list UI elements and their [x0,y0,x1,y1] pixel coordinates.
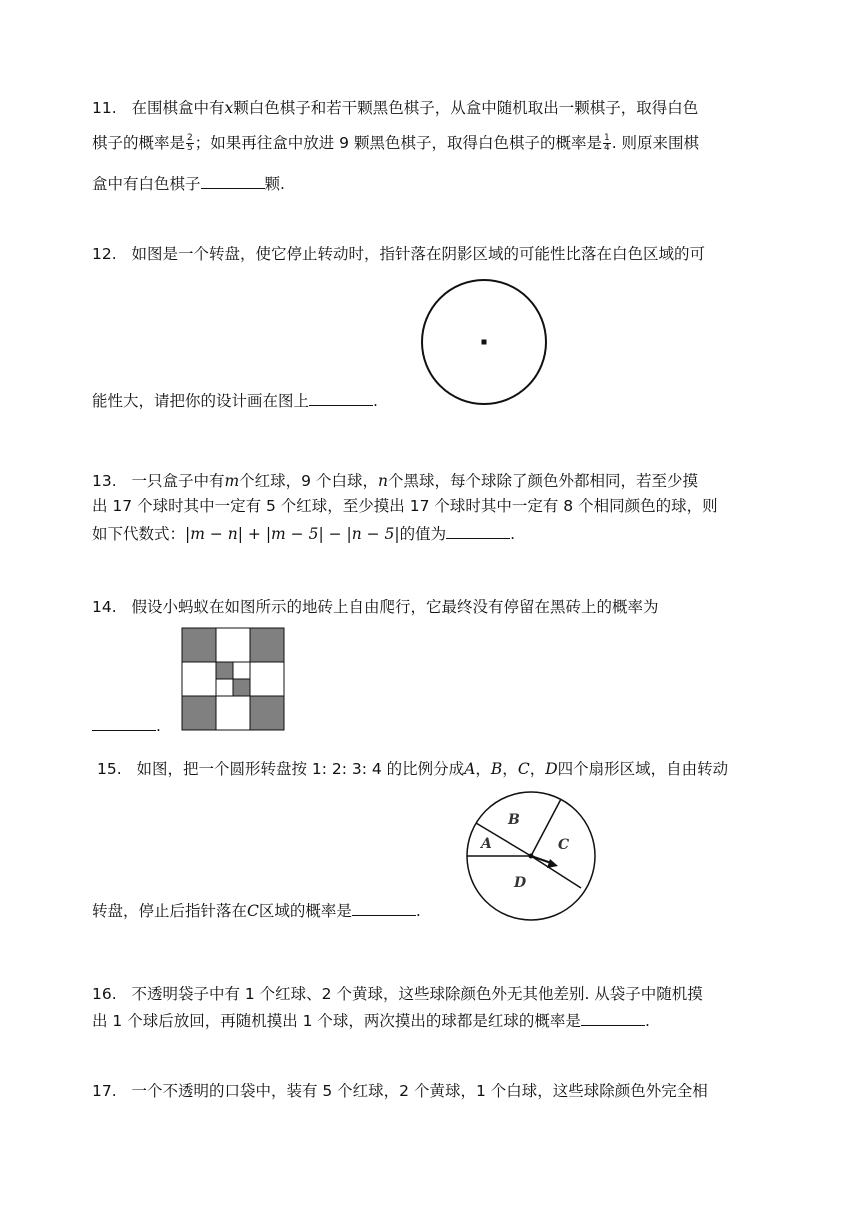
answer-blank[interactable] [92,716,156,731]
q11-line2 [92,133,699,153]
dark-tile [250,696,284,730]
comma: ， [529,760,546,778]
q16-text: 出 1 个球后放回，再随机摸出 1 个球，两次摸出的球都是红球的概率是 [92,1012,581,1030]
q12-text: 如图是一个转盘，使它停止转动时，指针落在阴影区域的可能性比落在白色区域的可 [131,245,705,263]
q14-text: 假设小蚂蚁在如图所示的地砖上自由爬行，它最终没有停留在黑砖上的概率为 [131,598,659,616]
q13-line3 [92,524,515,544]
white-tile [216,696,250,730]
answer-blank[interactable] [446,524,510,539]
answer-blank[interactable] [581,1011,645,1026]
q13-text: 一只盒子中有 [131,472,225,490]
comma: ， [475,760,491,778]
sector-label-c: C [558,837,570,853]
var-m: m [224,472,240,490]
var-n: n [377,472,388,490]
q15-text: 区域的概率是 [258,902,352,920]
q11-text: 盒中有白色棋子 [92,175,201,193]
q15-period: . [415,902,421,920]
q13-line2 [92,496,718,516]
small-dark-tile [233,679,250,696]
q15-line1 [97,759,728,779]
q14-line2 [92,716,161,736]
q12-line1 [92,244,705,264]
q16-text: 不透明袋子中有 1 个红球、2 个黄球，这些球除颜色外无其他差别. 从袋子中随机摸 [131,985,703,1003]
answer-blank[interactable] [201,174,265,189]
q14-number: 14. [92,598,117,616]
q14-period: . [156,717,161,735]
label-d: D [545,760,558,778]
label-a: A [464,760,476,778]
q16-period: . [644,1012,650,1030]
algebraic-expression: |m − n| + |m − 5| − |n − 5| [185,525,400,543]
q11-text: 颗. [264,175,285,193]
q13-text: 个红球，9 个白球， [239,472,378,490]
spinner-sectors-diagram [464,790,598,924]
fraction-1-4: $\frac{1}{4}$ [603,133,610,153]
q11-number: 11. [92,99,117,117]
spinner-circle-diagram[interactable] [418,276,550,408]
floor-tile-diagram [181,627,285,731]
q11-text: 在围棋盒中有 [131,99,225,117]
q13-text: 个黑球，每个球除了颜色外都相同，若至少摸 [387,472,698,490]
q11-line1 [92,98,698,118]
q15-line2 [92,901,421,921]
sector-label-a: A [481,836,492,852]
q17-text: 一个不透明的口袋中，装有 5 个红球，2 个黄球，1 个白球，这些球除颜色外完全相 [131,1082,708,1100]
white-tile [250,662,284,696]
label-b: B [490,760,503,778]
q15-text: 四个扇形区域，自由转动 [557,760,729,778]
q11-text: . 则原来围棋 [611,134,700,152]
q14-line1 [92,597,658,617]
q12-text: 能性大，请把你的设计画在图上 [92,392,310,410]
answer-blank[interactable] [309,391,373,406]
q11-text: 颗白色棋子和若干颗黑色棋子，从盒中随机取出一颗棋子，取得白色 [233,99,699,117]
comma: ， [502,760,518,778]
q11-line3 [92,174,285,194]
fraction-2-5: $\frac{2}{5}$ [187,133,193,153]
q12-line2 [92,391,378,411]
q15-text: 转盘，停止后指针落在 [92,902,248,920]
center-dot [482,340,487,345]
q13-number: 13. [92,472,117,490]
white-tile [182,662,216,696]
label-c: C [517,760,530,778]
q13-text: 如下代数式： [92,525,186,543]
label-c: C [247,902,259,920]
q17-number: 17. [92,1082,117,1100]
q12-number: 12. [92,245,117,263]
q13-period: . [510,525,516,543]
white-tile [216,628,250,662]
q13-line1 [92,471,698,491]
q15-number: 15. [97,760,122,778]
small-dark-tile [216,662,233,679]
small-white-tile [216,679,233,696]
q13-text: 出 17 个球时其中一定有 5 个红球，至少摸出 17 个球时其中一定有 8 个相同颜色的球，则 [92,497,718,515]
q13-text: 的值为 [399,525,447,543]
q16-number: 16. [92,985,117,1003]
dark-tile [182,696,216,730]
dark-tile [250,628,284,662]
answer-blank[interactable] [352,901,416,916]
q11-text: ；如果再往盒中放进 9 颗黑色棋子，取得白色棋子的概率是 [194,134,602,152]
q16-line1 [92,984,703,1004]
q11-text: 棋子的概率是 [92,134,186,152]
q15-text: 如图，把一个圆形转盘按 1: 2: 3: 4 的比例分成 [136,760,465,778]
sector-label-d: D [514,875,527,891]
q12-period: . [373,392,378,410]
sector-label-b: B [508,812,520,828]
small-white-tile [233,662,250,679]
dark-tile [182,628,216,662]
center-dot [529,854,534,859]
var-x: x [224,99,234,117]
q16-line2 [92,1011,650,1031]
q17-line1 [92,1081,708,1101]
